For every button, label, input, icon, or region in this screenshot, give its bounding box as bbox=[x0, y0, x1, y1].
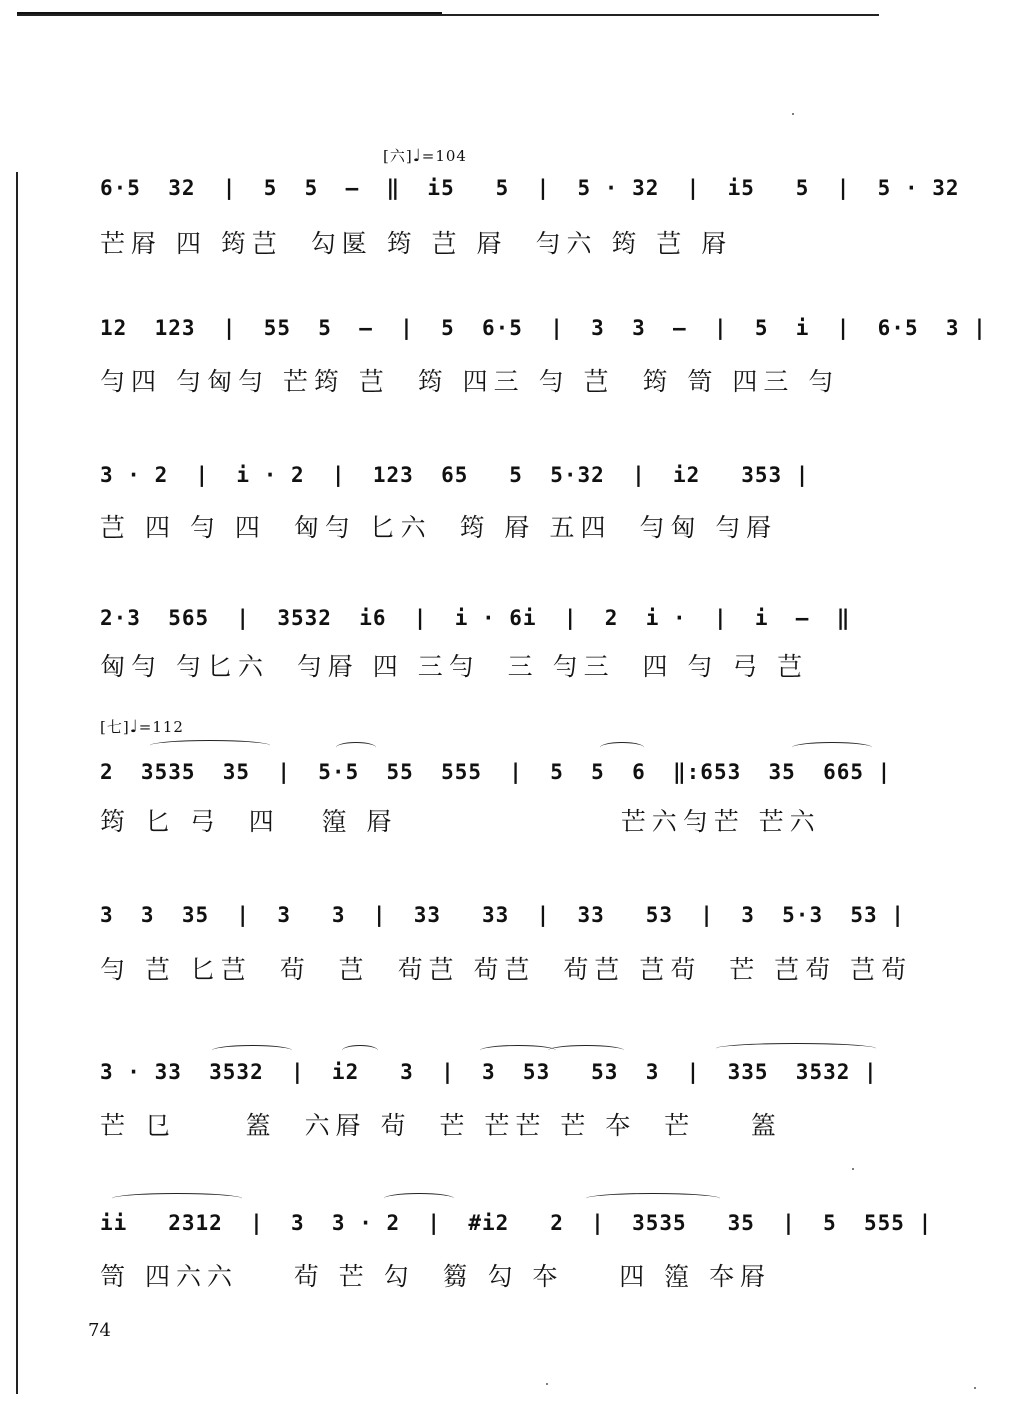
scan-speck bbox=[974, 1387, 976, 1389]
scan-speck bbox=[852, 1168, 854, 1170]
section-seven-label: [七] bbox=[100, 718, 130, 736]
score-line-3: 3 · 2 | i · 2 | 123 65 5 5·32 | i2 353 | bbox=[100, 463, 810, 487]
score-line-6: 3 3 35 | 3 3 | 33 33 | 33 53 | 3 5·3 53 | bbox=[100, 903, 905, 927]
section-six-label: [六] bbox=[383, 147, 413, 165]
tablature-line-5: 筠 匕 ⼸ 四 篞 㞕 芒六勻芒 芒六 bbox=[100, 807, 821, 836]
scan-speck bbox=[792, 113, 794, 115]
score-line-2: 12 123 | 55 5 — | 5 6·5 | 3 3 — | 5 i | 6·5 3 | bbox=[100, 316, 987, 340]
page-number: 74 bbox=[88, 1320, 111, 1341]
score-line-8: ii 2312 | 3 3 · 2 | #i2 2 | 3535 35 | 5 555 | bbox=[100, 1211, 933, 1235]
tablature-line-3: 芑 四 勻 四 匈勻 匕六 筠 㞕 五四 勻匈 勻㞕 bbox=[100, 513, 778, 542]
tablature-line-2: 勻四 勻匈勻 芒筠 芑 筠 四三 勻 芑 筠 笥 四三 勻 bbox=[100, 367, 840, 396]
tablature-line-8: 笥 四六六 茍 芒 勾 篘 勾 夲 四 篞 夲㞕 bbox=[100, 1262, 772, 1291]
score-line-5: 2 3535 35 | 5·5 55 555 | 5 5 6 ‖:653 35 665 | bbox=[100, 760, 892, 784]
section-seven-tempo: =112 bbox=[138, 718, 184, 736]
score-line-1: 6·5 32 | 5 5 — ‖ i5 5 | 5 · 32 | i5 5 | 5 · 32 bbox=[100, 176, 960, 200]
scan-speck bbox=[546, 1383, 548, 1385]
section-six-tempo: =104 bbox=[421, 147, 467, 165]
tablature-line-6: 勻 芑 匕芑 茍 芑 茍芑 茍芑 茍芑 芑茍 芒 芑茍 芑茍 bbox=[100, 955, 913, 984]
top-rule bbox=[17, 14, 879, 16]
tablature-line-1: 芒㞕 四 筠芑 勾匽 筠 芑 㞕 勻六 筠 芑 㞕 bbox=[100, 229, 733, 258]
section-six-mark bbox=[383, 145, 467, 166]
tablature-line-7: 芒 㔾 篕 六㞕 茍 芒 芒芒 芒 夲 芒 篕 bbox=[100, 1111, 782, 1140]
score-line-4: 2·3 565 | 3532 i6 | i · 6i | 2 i · | i — ‖ bbox=[100, 606, 851, 630]
section-seven-mark bbox=[100, 716, 184, 737]
slur-arc bbox=[150, 740, 270, 751]
quarter-note-icon: ♩ bbox=[412, 146, 422, 166]
quarter-note-icon: ♩ bbox=[129, 717, 139, 737]
score-line-7: 3 · 33 3532 | i2 3 | 3 53 53 3 | 335 3532 | bbox=[100, 1060, 878, 1084]
left-margin-rule bbox=[16, 172, 18, 1394]
tablature-line-4: 匈勻 勻匕六 勻㞕 四 三勻 三 勻三 四 勻 ⼸ 芑 bbox=[100, 652, 809, 681]
